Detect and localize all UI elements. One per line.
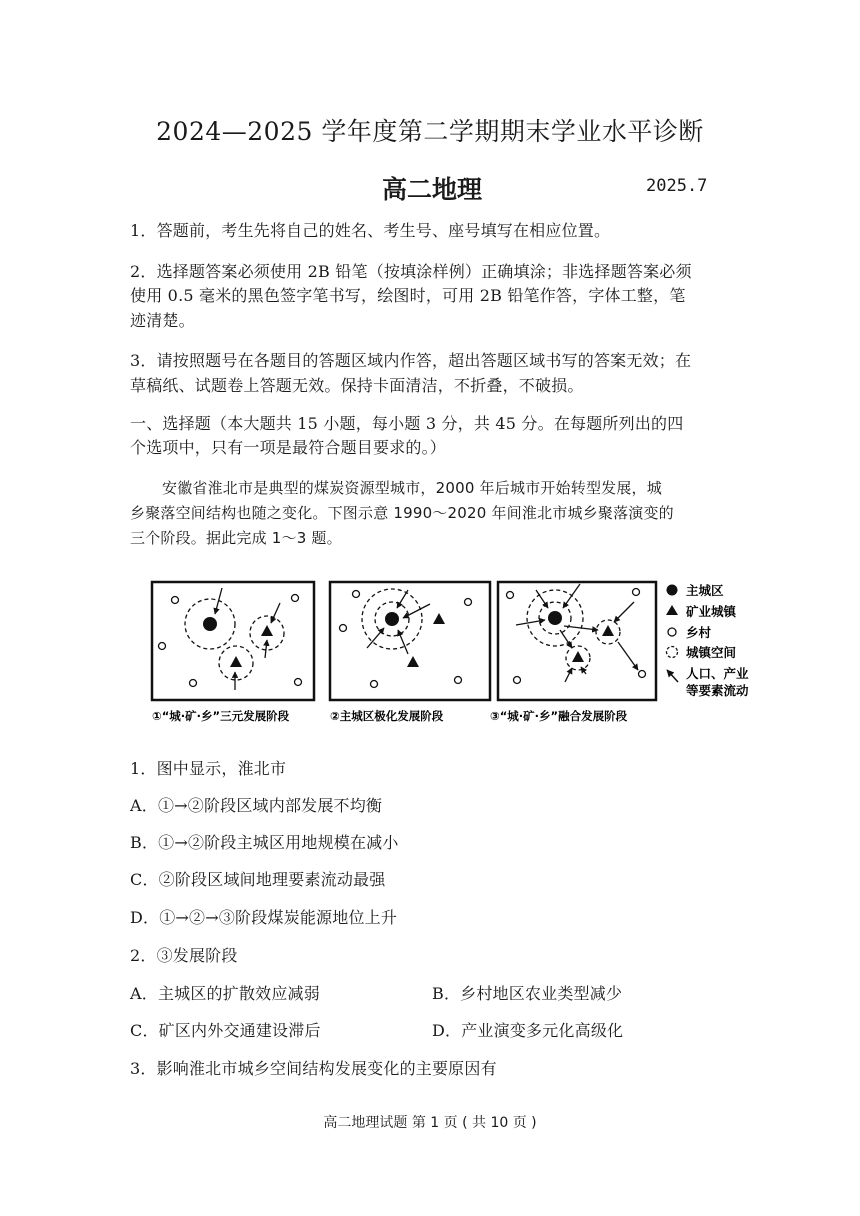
legend-main-city: 主城区	[686, 583, 724, 598]
flow-arrow-icon	[581, 667, 586, 674]
figure-legend	[666, 583, 749, 698]
settlement-evolution-figure	[140, 570, 760, 730]
instruction-2-line1: 2．选择题答案必须使用 2B 铅笔（按填涂样例）正确填涂；非选择题答案必须	[130, 262, 692, 281]
village-icon	[668, 628, 676, 636]
caption-stage-1: ①“城·矿·乡”三元发展阶段	[152, 709, 290, 723]
question-2-option-d: D．产业演变多元化高级化	[432, 1021, 624, 1040]
flow-arrow-icon	[398, 630, 408, 654]
instruction-1: 1．答题前，考生先将自己的姓名、考生号、座号填写在相应位置。	[130, 221, 611, 240]
stage-1-panel	[152, 582, 314, 700]
village-icon	[190, 680, 197, 687]
passage-line3: 三个阶段。据此完成 1～3 题。	[130, 529, 342, 547]
main-city-icon	[385, 612, 399, 626]
mining-town-icon	[572, 651, 584, 662]
legend-urban-space: 城镇空间	[686, 645, 737, 660]
mining-town-icon	[261, 625, 273, 636]
section-heading-line1: 一、选择题（本大题共 15 小题，每小题 3 分，共 45 分。在每题所列出的四	[130, 414, 684, 433]
village-icon	[455, 677, 462, 684]
question-1-option-d: D．①→②→③阶段煤炭能源地位上升	[130, 908, 398, 927]
main-city-icon	[203, 617, 217, 631]
instruction-3-line1: 3．请按照题号在各题目的答题区域内作答，超出答题区域书写的答案无效；在	[130, 351, 692, 370]
mining-town-icon	[602, 625, 614, 636]
village-icon	[172, 597, 179, 604]
question-1-option-c: C．②阶段区域间地理要素流动最强	[130, 870, 386, 889]
instruction-2-line3: 迹清楚。	[130, 311, 195, 330]
main-city-icon	[667, 585, 678, 596]
exam-title: 2024—2025 学年度第二学期期末学业水平诊断	[156, 117, 704, 146]
main-city-icon	[548, 611, 562, 625]
village-icon	[292, 595, 299, 602]
flow-arrow-icon	[667, 670, 678, 682]
question-3: 3．影响淮北市城乡空间结构发展变化的主要原因有	[130, 1059, 497, 1078]
mining-town-icon	[407, 656, 419, 667]
flow-arrow-icon	[565, 668, 572, 682]
legend-flow-line2: 等要素流动	[686, 683, 749, 698]
caption-stage-2: ②主城区极化发展阶段	[330, 709, 444, 723]
question-2-option-b: B．乡村地区农业类型减少	[432, 984, 623, 1003]
question-1-option-b: B．①→②阶段主城区用地规模在减小	[130, 833, 399, 852]
caption-stage-3: ③“城·矿·乡”融合发展阶段	[490, 709, 628, 723]
exam-date: 2025.7	[646, 176, 708, 196]
flow-arrow-icon	[618, 642, 638, 670]
question-1-option-a: A．①→②阶段区域内部发展不均衡	[130, 796, 383, 815]
passage-line1: 安徽省淮北市是典型的煤炭资源型城市，2000 年后城市开始转型发展，城	[162, 479, 662, 497]
section-heading-line2: 个选项中，只有一项是最符合题目要求的。）	[130, 438, 447, 457]
village-icon	[507, 592, 514, 599]
flow-arrow-icon	[536, 590, 548, 608]
page-footer: 高二地理试题 第 1 页 ( 共 10 页 )	[323, 1115, 537, 1131]
legend-village: 乡村	[686, 625, 712, 640]
instruction-2-line2: 使用 0.5 毫米的黑色签字笔书写，绘图时，可用 2B 铅笔作答，字体工整，笔	[130, 286, 686, 305]
village-icon	[639, 671, 646, 678]
stage-3-panel	[498, 582, 656, 700]
legend-flow-line1: 人口、产业	[686, 666, 749, 681]
village-icon	[353, 591, 360, 598]
flow-arrow-icon	[563, 584, 580, 608]
village-icon	[340, 625, 347, 632]
legend-mining-town: 矿业城镇	[686, 604, 737, 619]
question-2-option-c: C．矿区内外交通建设滞后	[130, 1021, 321, 1040]
passage-line2: 乡聚落空间结构也随之变化。下图示意 1990～2020 年间淮北市城乡聚落演变的	[130, 504, 674, 522]
village-icon	[371, 681, 378, 688]
village-icon	[514, 677, 521, 684]
question-1: 1．图中显示，淮北市	[130, 759, 287, 778]
flow-arrow-icon	[265, 640, 267, 658]
village-icon	[633, 589, 640, 596]
village-icon	[159, 643, 166, 650]
mining-town-icon	[433, 613, 445, 624]
stage-2-panel	[330, 582, 490, 700]
flow-arrow-icon	[403, 604, 430, 618]
urban-space-icon	[667, 647, 678, 658]
flow-arrow-icon	[397, 590, 408, 608]
flow-arrow-icon	[614, 602, 634, 622]
village-icon	[465, 599, 472, 606]
mining-town-icon	[666, 605, 678, 615]
village-icon	[295, 679, 302, 686]
instruction-3-line2: 草稿纸、试题卷上答题无效。保持卡面清洁，不折叠，不破损。	[130, 376, 584, 395]
mining-town-icon	[230, 656, 242, 667]
question-2: 2．③发展阶段	[130, 946, 238, 965]
subject-title: 高二地理	[382, 175, 483, 204]
question-2-option-a: A．主城区的扩散效应减弱	[130, 984, 320, 1003]
